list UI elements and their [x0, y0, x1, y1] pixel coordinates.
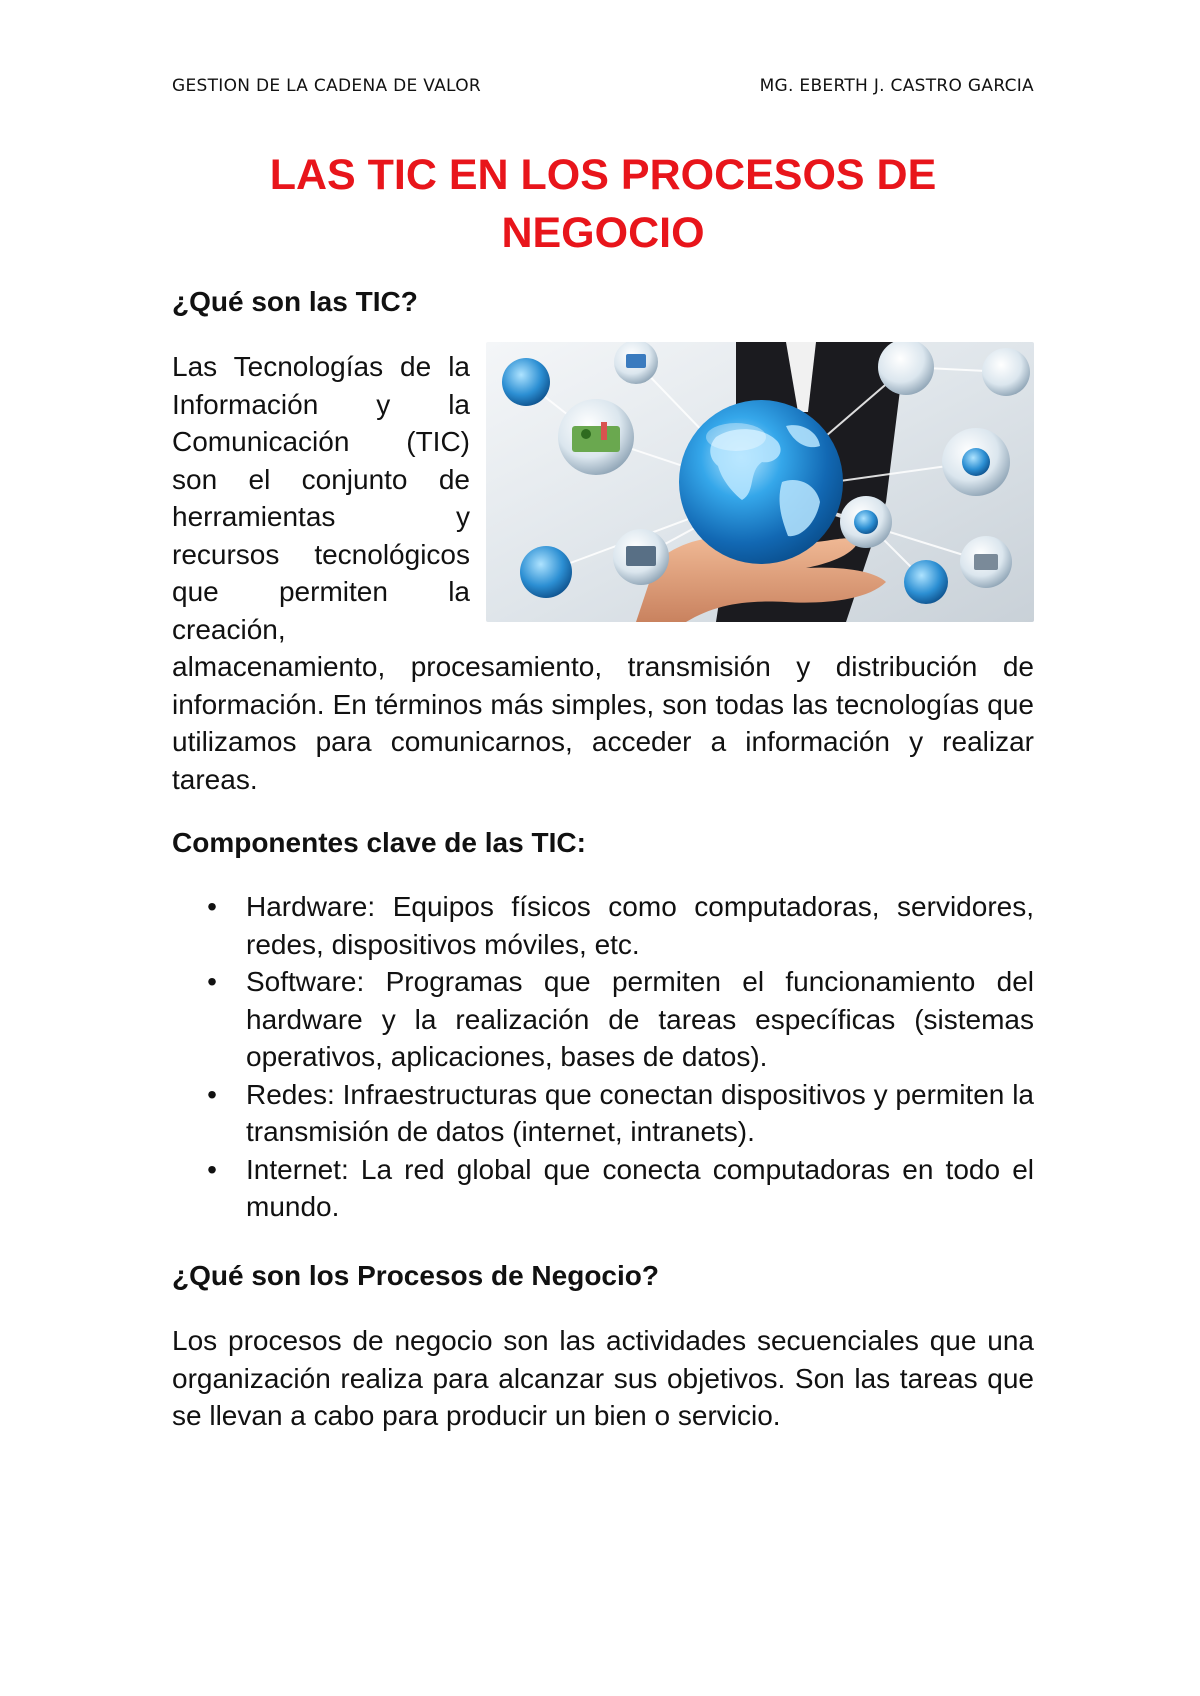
bullet-icon: • [207, 891, 217, 922]
title-line-1: LAS TIC EN LOS PROCESOS DE [269, 151, 937, 199]
globe-hand-network-image [486, 342, 1034, 622]
components-list [172, 888, 1034, 1226]
list-item-redes [172, 1076, 1034, 1151]
title-line-2: NEGOCIO [501, 209, 705, 257]
running-header [172, 76, 1034, 96]
list-item-text: Hardware: Equipos físicos como computadoras, servidores, redes, dispositivos móviles, etc. [246, 891, 1034, 960]
list-item-internet [172, 1151, 1034, 1226]
list-item-text: Redes: Infraestructuras que conectan dispositivos y permiten la transmisión de datos (internet, intranets). [246, 1078, 1034, 1147]
list-item-software [172, 963, 1034, 1076]
list-item-text: Software: Programas que permiten el funcionamiento del hardware y la realización de tareas específicas (sistemas operativos, aplicaciones, bases de datos). [246, 966, 1034, 1072]
list-item-text: Internet: La red global que conecta computadoras en todo el mundo. [246, 1153, 1034, 1222]
tic-definition-paragraph: Las Tecnologías de la Información y la Comunicación (TIC) son el conjunto de herramientas y recursos tecnológicos que permiten la creación, almacenamiento, procesamiento, transmisión y distribución de información. En términos más simples, son todas las tecnologías que utilizamos para comunicarnos, acceder a información y realizar tareas. [172, 351, 1034, 795]
bullet-icon: • [207, 1078, 217, 1110]
heading-que-son-tic: ¿Qué son las TIC? [172, 286, 418, 317]
tic-intro-block [172, 348, 1034, 798]
document-title [172, 146, 1034, 262]
procesos-definition-paragraph: Los procesos de negocio son las actividades secuenciales que una organización realiza para alcanzar sus objetivos. Son las tareas que se llevan a cabo para producir un bien o servicio. [172, 1325, 1034, 1431]
heading-procesos-negocio: ¿Qué son los Procesos de Negocio? [172, 1260, 659, 1291]
list-item-hardware [172, 888, 1034, 963]
bullet-icon: • [207, 1153, 217, 1185]
header-author: MG. EBERTH J. CASTRO GARCIA [759, 76, 1034, 96]
globe-in-hand-network-icon [486, 342, 1034, 622]
bullet-icon: • [207, 966, 217, 997]
heading-componentes: Componentes clave de las TIC: [172, 827, 586, 858]
header-course-title: GESTION DE LA CADENA DE VALOR [172, 76, 481, 96]
